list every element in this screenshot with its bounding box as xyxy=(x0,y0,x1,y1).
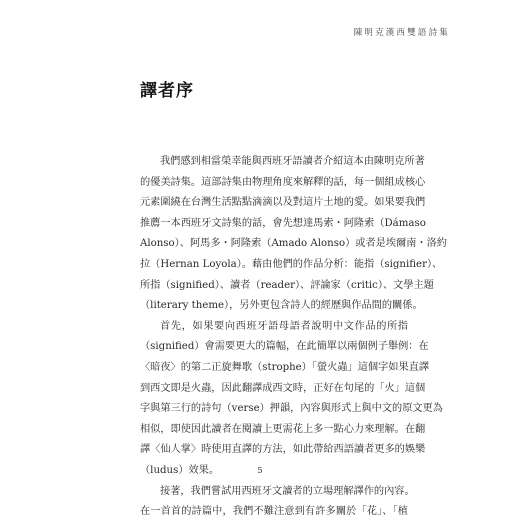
text-line: （ludus）效果。 xyxy=(140,464,220,476)
text-line: 所指（signified）、讀者（reader）、評論家（critic）、文學主題 xyxy=(140,279,434,291)
text-line: （literary theme），另外更包含詩人的經歷與作品間的關係。 xyxy=(140,300,423,312)
text-line: Alonso）、阿馬多・阿隆索（Amado Alonso）或者是埃爾南・洛約 xyxy=(140,238,447,250)
text-line: 譯〈仙人掌〉時使用直譯的方法，如此帶給西語讀者更多的娛樂 xyxy=(140,444,426,456)
paragraph-1 xyxy=(140,152,447,317)
page-number: 5 xyxy=(257,466,263,476)
text-line: 相似，即使因此讀者在閱讀上更需花上多一點心力來理解。在翻 xyxy=(140,423,426,435)
running-header: 陳明克漢西雙語詩集 xyxy=(353,28,450,38)
text-line: （signified）會需要更大的篇幅，在此簡單以兩個例子舉例：在 xyxy=(140,341,429,353)
text-line: 到西文即是火蟲，因此翻譯成西文時，正好在句尾的「火」這個 xyxy=(140,382,426,394)
paragraph-2 xyxy=(140,317,443,482)
text-line: 接著，我們嘗試用西班牙文讀者的立場理解譯作的內容。 xyxy=(160,485,415,497)
text-line: 首先，如果要向西班牙語母語者說明中文作品的所指 xyxy=(160,320,408,332)
paragraph-3 xyxy=(140,482,415,523)
text-line: 的優美詩集。這部詩集由物理角度來解釋的話，每一個組成核心 xyxy=(140,176,426,188)
text-line: 在一首首的詩篇中，我們不難注意到有許多關於「花」、「植 xyxy=(140,506,408,518)
text-line: 拉（Hernan Loyola）。藉由他們的作品分析：能指（signifier）、 xyxy=(140,258,443,270)
chapter-title: 譯者序 xyxy=(140,81,194,101)
text-line: 元素圍繞在台灣生活點點滴滴以及對這片土地的愛。如果要我們 xyxy=(140,197,426,209)
text-line: 〈暗夜〉的第二正旋舞歌（strophe）「螢火蟲」這個字如果直譯 xyxy=(140,361,430,373)
text-line: 字與第三行的詩句（verse）押韻，內容與形式上與中文的原文更為 xyxy=(140,403,443,415)
text-line: 我們感到相當榮幸能與西班牙語讀者介紹這本由陳明克所著 xyxy=(160,156,425,167)
text-line: 推薦一本西班牙文詩集的話，會先想達馬索・阿隆索（Dámaso xyxy=(140,217,426,229)
